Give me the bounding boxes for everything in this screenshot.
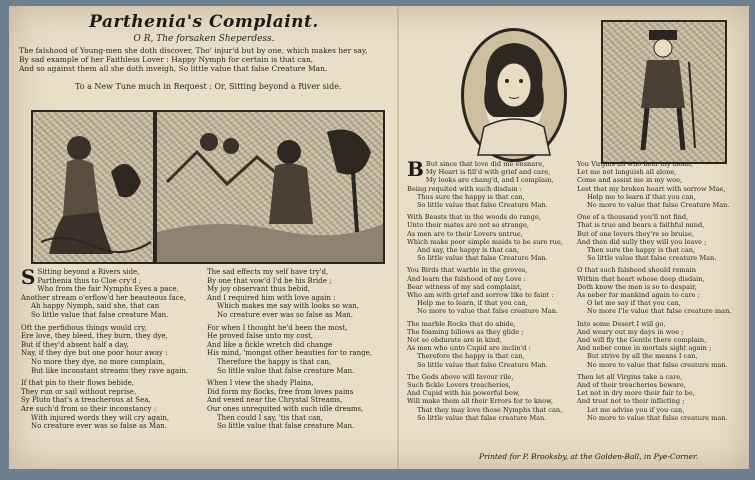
- verse-line: Not so obdurate are in kind,: [407, 336, 502, 345]
- verse-line: But if they'd absent half a day,: [21, 340, 129, 349]
- stanza: [577, 320, 745, 369]
- intro-line: By sad example of her Faithless Lover : Happy Nymph for certain is that can,: [19, 55, 314, 64]
- verse-line: And like a fickle wretch did change: [207, 340, 333, 349]
- verse-line: And will fly the Gentle there complain,: [577, 336, 707, 345]
- verse-column-3: [407, 157, 573, 426]
- verse-line: And vexed near the Chrystal Streams,: [207, 396, 343, 405]
- stanza: [207, 379, 393, 431]
- verse-line: Ah happy Nymph, said she, that can: [31, 302, 160, 311]
- verse-line: Sy Pluto that's a treacherous at Sea,: [21, 396, 151, 405]
- verse-line: As neber for mankind again to care ;: [577, 291, 700, 300]
- verse-line: Therefore the happy is that can,: [417, 352, 525, 361]
- verse-line: And of their treacheries beware,: [577, 381, 686, 390]
- tune-direction: To a New Tune much in Request : Or, Sitting beyond a River side.: [75, 82, 342, 91]
- verse-line: He proved false unto my cost,: [207, 332, 314, 341]
- verse-line: Will make them all their Errors for to know,: [407, 397, 554, 406]
- stanza: [577, 266, 745, 315]
- verse-line: But of one lovers they're so bruise,: [577, 229, 694, 238]
- verse-line: The sad effects my self have try'd,: [207, 268, 329, 276]
- verse-line: That is true and bears a faithful mind,: [577, 221, 705, 230]
- verse-line: Nay, if they dye but one poor hour away :: [21, 349, 168, 358]
- verse-line: O that such falshood should remain: [577, 266, 696, 275]
- drop-cap-letter: B: [407, 157, 424, 181]
- ballad-title: Parthenia's Complaint.: [89, 12, 319, 32]
- verse-line: Bear witness of my sad complaint,: [407, 282, 522, 291]
- stanza: [21, 379, 201, 431]
- paper-fold: [397, 6, 399, 469]
- verse-line: Our ones unrequited with such idle dreams,: [207, 404, 364, 413]
- stanza: [577, 160, 745, 209]
- verse-line: No more to value that false creature man.: [587, 360, 728, 369]
- portrait-graphic: [464, 31, 564, 159]
- verse-line: Ere love, they bleed, they burn, they dye,: [21, 332, 168, 341]
- stanza: [407, 266, 573, 315]
- verse-line: So little value that false creature Man.: [31, 310, 169, 319]
- stanza: [21, 265, 201, 320]
- verse-line: Let me not languish all alone,: [577, 168, 677, 177]
- verse-line: And neber come in mortals sight again ;: [577, 344, 712, 353]
- verse-line: They run or sail without reprise,: [21, 387, 137, 396]
- verse-line: And say, the happy is that can,: [417, 246, 520, 255]
- intro-line: And so against them all she doth inveigh, So little value that false Creature Man.: [19, 64, 328, 73]
- verse-line: Then let all Virgins take a care,: [577, 372, 683, 381]
- ballad-subtitle: O R, The forsaken Sheperdess.: [133, 34, 275, 44]
- verse-line: No more I'le value that false creature man.: [587, 307, 732, 316]
- verse-line: One of a thousand you'll not find,: [577, 213, 689, 222]
- drop-cap-letter: S: [21, 265, 36, 289]
- verse-line: Come and assist me in my woe,: [577, 176, 683, 185]
- verse-line: So little value that false creature Man.: [217, 366, 355, 375]
- verse-line: No more to value that false creature man.: [587, 413, 728, 422]
- river-scene-graphic: [157, 112, 383, 262]
- stanza: [577, 213, 745, 262]
- stanza: [207, 324, 393, 376]
- printer-imprint: Printed for P. Brooksby, at the Golden-Ball, in Pye-Corner.: [479, 452, 699, 461]
- woodcut-river-scene-image: [155, 110, 385, 264]
- nymph-figure-graphic: [33, 112, 153, 262]
- woodcut-nymph-image: [31, 110, 155, 264]
- verse-line: Which makes me say with looks so wan,: [217, 302, 359, 311]
- verse-line: Parthenia thus to Cloe cry'd ;: [37, 276, 142, 285]
- verse-line: My joy observant thus bebid,: [207, 285, 311, 294]
- verse-line: As men who unto Cupid are inclin'd :: [407, 344, 531, 353]
- verse-line: By one that vow'd I'd be his Bride ;: [207, 276, 332, 285]
- verse-line: So little value that false creature Man.: [217, 422, 355, 431]
- intro-line: The falshood of Young-men she doth discover, Tho' injur'd but by one, which makes her say,: [19, 46, 368, 55]
- stanza: [407, 373, 573, 422]
- verse-line: With injured words they will cry again,: [31, 413, 170, 422]
- verse-line: But strive by all the means I can,: [587, 352, 698, 361]
- verse-line: Who am with grief and sorrow like to faint :: [407, 291, 554, 300]
- verse-line: No more to value that false creature Man.: [417, 307, 559, 316]
- stanza: [21, 324, 201, 376]
- verse-line: So little value that false Creature Man.: [417, 254, 548, 263]
- verse-line: You Virgins all who hear my moan,: [577, 160, 694, 168]
- verse-line: But since that love did me ensnare,: [425, 160, 545, 168]
- verse-line: My Heart is fill'd with grief and care,: [425, 168, 551, 177]
- verse-line: Unto their mates are not so strange,: [407, 221, 529, 230]
- verse-line: Then could I say, 'tis that can,: [217, 413, 324, 422]
- verse-line: Being requited with such disdain :: [407, 184, 522, 193]
- verse-line: The Gods above will favour rile,: [407, 372, 514, 381]
- verse-line: Oft the perfidious things would cry,: [21, 323, 147, 332]
- verse-line: When I view the shady Plains,: [207, 379, 314, 388]
- verse-line: My looks are chang'd, and I complain,: [425, 176, 554, 185]
- verse-column-2: [207, 268, 393, 435]
- verse-line: With Beasts that in the woods do range,: [407, 213, 541, 222]
- verse-line: Lest that my broken heart with sorrow Mae,: [577, 184, 726, 193]
- verse-line: For when I thought he'd been the most,: [207, 323, 348, 332]
- verse-line: If that pin to their flows bebide,: [21, 379, 134, 388]
- stanza: [577, 373, 745, 422]
- verse-line: But like inconstant streams they rave again.: [31, 366, 189, 375]
- verse-line: No creature ever was so false as Man.: [31, 422, 168, 431]
- verse-line: And I required him with love again :: [207, 293, 336, 302]
- verse-line: Such fickle Lovers treacheries,: [407, 381, 511, 390]
- verse-line: You Birds that warble in the groves,: [407, 266, 528, 275]
- verse-line: Thus sure the happy is that can,: [417, 192, 525, 201]
- verse-line: Let me advise you if you can,: [587, 405, 685, 414]
- verse-line: Did form my flocks, free from loves pains: [207, 387, 354, 396]
- verse-line: Into some Desert I will go,: [577, 319, 666, 328]
- verse-line: The foaming billows as they glide ;: [407, 327, 524, 336]
- verse-line: And then did sully they will you leave ;: [577, 237, 707, 246]
- verse-line: Then sure the happy is that can,: [587, 246, 696, 255]
- verse-line: His mind, 'mongst other beauties for to range,: [207, 349, 372, 358]
- stanza: [407, 320, 573, 369]
- verse-line: So little value that false Creature Man.: [417, 201, 548, 210]
- verse-line: So little value that false Creature Man.: [417, 360, 548, 369]
- verse-line: That they may love those Nymphs that can,: [417, 405, 563, 414]
- verse-line: Therefore the happy is that can,: [217, 357, 332, 366]
- verse-line: Sitting beyond a Rivers side,: [37, 268, 140, 276]
- verse-line: Are such'd from so their inconstancy :: [21, 404, 157, 413]
- verse-line: No more to value that false Creature Man.: [587, 201, 730, 210]
- woman-portrait-image: [461, 28, 567, 162]
- verse-line: So little value that false creature Man.: [587, 254, 717, 263]
- verse-line: Who from the fair Nymphs Eyes a pace,: [37, 285, 179, 294]
- verse-line: Help me to learn, if that you can,: [417, 299, 528, 308]
- broadside-sheet: [9, 6, 749, 469]
- verse-column-1: [21, 265, 201, 435]
- verse-column-4: [577, 160, 745, 426]
- verse-line: And trust not to their inflicting ;: [577, 397, 685, 406]
- verse-line: And weary out my days in woe ;: [577, 327, 684, 336]
- stanza: [407, 213, 573, 262]
- verse-line: So little value that false creature Man.: [417, 413, 547, 422]
- gentleman-figure-graphic: [603, 22, 725, 162]
- verse-line: As men are to their Lovers untrue,: [407, 229, 523, 238]
- verse-line: Which make poor simple maids to be sure rue,: [407, 237, 563, 246]
- verse-line: The marble Rocks that do abide,: [407, 319, 516, 328]
- verse-line: O let me say if that you can,: [587, 299, 681, 308]
- intro-argument: [19, 46, 389, 73]
- verse-line: Help me to learn if that you can,: [587, 192, 696, 201]
- verse-line: Another stream o'erflow'd her beauteous face,: [21, 293, 186, 302]
- stanza: [407, 157, 573, 210]
- verse-line: Within that heart whose deep disdain,: [577, 274, 705, 283]
- verse-line: Let not in dry more their fair to be,: [577, 389, 695, 398]
- verse-line: And Cupid with his powerful bow,: [407, 389, 520, 398]
- verse-line: Doth know the men is so to despair,: [577, 282, 697, 291]
- verse-line: No creature ever was so false as Man.: [217, 310, 354, 319]
- stanza: [207, 268, 393, 320]
- verse-line: And learn the falshood of my Love :: [407, 274, 526, 283]
- woodcut-gentleman-image: [601, 20, 727, 164]
- verse-line: No more they dye, no more complain,: [31, 357, 165, 366]
